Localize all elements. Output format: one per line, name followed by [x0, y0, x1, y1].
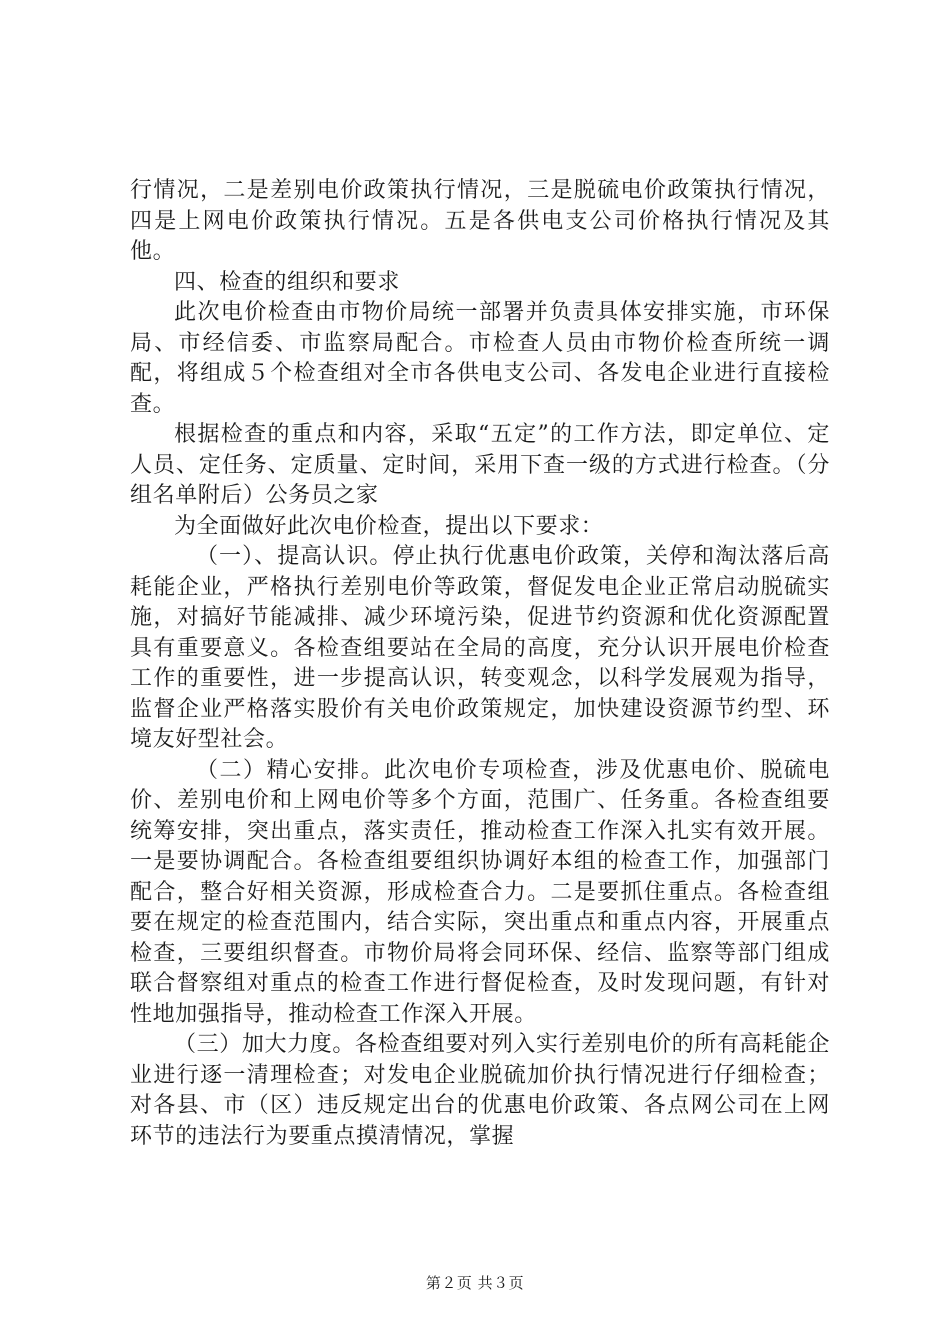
- section-heading-4: 四、检查的组织和要求: [174, 269, 401, 295]
- paragraph-requirements-intro: 为全面做好此次电价检查，提出以下要求：: [174, 513, 604, 539]
- paragraph-organization: 此次电价检查由市物价局统一部署并负责具体安排实施，市环保局、市经信委、市监察局配合。市检查人员由市物价检查所统一调配，将组成５个检查组对全市各供电支公司、各发电企业进行直接检查。: [130, 300, 830, 417]
- paragraph-continuation: 行情况，二是差别电价政策执行情况，三是脱硫电价政策执行情况，四是上网电价政策执行情况。五是各供电支公司价格执行情况及其他。: [130, 178, 830, 264]
- paragraph-requirement-2: （二）精心安排。此次电价专项检查，涉及优惠电价、脱硫电价、差别电价和上网电价等多个方面，范围广、任务重。各检查组要统筹安排，突出重点，落实责任，推动检查工作深入扎实有效开展。一是要协调配合。各检查组要组织协调好本组的检查工作，加强部门配合，整合好相关资源，形成检查合力。二是要抓住重点。各检查组要在规定的检查范围内，结合实际，突出重点和重点内容，开展重点检查，三要组织督查。市物价局将会同环保、经信、监察等部门组成联合督察组对重点的检查工作进行督促检查，及时发现问题，有针对性地加强指导，推动检查工作深入开展。: [130, 757, 830, 1027]
- paragraph-method: 根据检查的重点和内容，采取“五定”的工作方法，即定单位、定人员、定任务、定质量、定时间，采用下查一级的方式进行检查。（分组名单附后）公务员之家: [130, 422, 830, 508]
- paragraph-requirement-3: （三）加大力度。各检查组要对列入实行差别电价的所有高耗能企业进行逐一清理检查；对发电企业脱硫加价执行情况进行仔细检查；对各县、市（区）违反规定出台的优惠电价政策、各点网公司在上网环节的违法行为要重点摸清情况，掌握: [130, 1032, 830, 1149]
- paragraph-requirement-1: （一）、提高认识。停止执行优惠电价政策，关停和淘汰落后高耗能企业，严格执行差别电价等政策，督促发电企业正常启动脱硫实施，对搞好节能减排、减少环境污染，促进节约资源和优化资源配置具有重要意义。各检查组要站在全局的高度，充分认识开展电价检查工作的重要性，进一步提高认识，转变观念，以科学发展观为指导，监督企业严格落实股价有关电价政策规定，加快建设资源节约型、环境友好型社会。: [130, 544, 830, 752]
- page-footer: 第２页 共３页: [425, 1274, 525, 1292]
- document-body: [130, 176, 830, 1152]
